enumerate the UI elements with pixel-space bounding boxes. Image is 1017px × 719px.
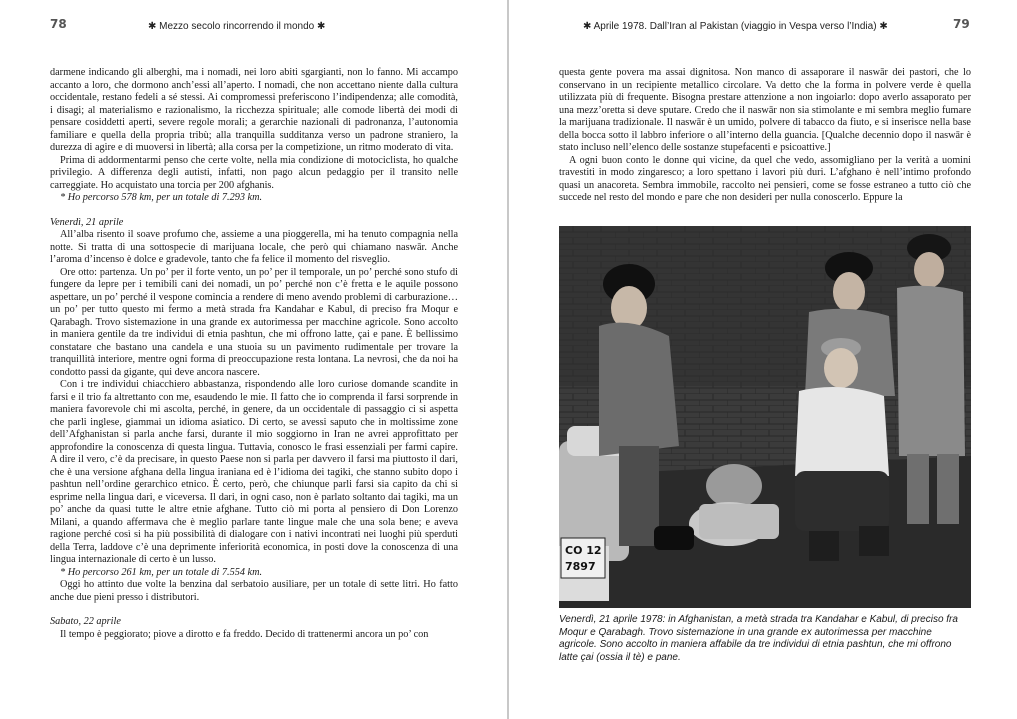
paragraph: darmene indicando gli alberghi, ma i nomadi, nei loro abiti sgargianti, non lo fanno. Mi accampo accanto a loro, che dormono anch’essi all’aperto. I nomadi, che non accettano niente dalla cultura occidentale, restano fedeli a sé stessi. Ai compromessi preferiscono l’indipendenza; alle comodità, i disagi; al materialismo e razionalismo, la ricchezza spirituale; alle comode libertà dei modi di pensare cosiddetti aperti, severe regole morali; a gerarchie nazionali di padronanza, l’autonomia familiare e quella della propria tribù; alla tranquilla sudditanza verso un padrone straniero, la durezza di agire e di muoversi in libertà; alla corsa per la competizione, un ritmo moderato di vita. (50, 67, 458, 153)
distance-note: * Ho percorso 261 km, per un totale di 7.554 km. (60, 566, 263, 578)
svg-text:7897: 7897 (565, 560, 596, 573)
running-head-right: ✱ Aprile 1978. Dall’Iran al Pakistan (viaggio in Vespa verso l’India) ✱ (583, 21, 888, 32)
date-heading: Venerdì, 21 aprile (50, 216, 124, 228)
paragraph: Ore otto: partenza. Un po’ per il forte vento, un po’ per il temporale, un po’ perché sono stufo di fungere da lepre per i temibili cani dei nomadi, un po’ perché non c’è fretta e le aquile possono aspettare, un po’ perché il vespone comincia a rendere di meno avendo problemi di carburazione… un po’ per tutto questo mi fermo a metà strada fra Kandahar e Kabul, di preciso fra Moqur e Qarabagh. Trovo sistemazione in una grande ex autorimessa per macchine agricole. Sono accolto in maniera gentile da tre individui di etnia pashtun, che mi offrono latte, çai e pane. È bellissimo constatare che bastano una candela e una stuoia su un pavimento rudimentale per trovare la tranquillità interiore, mentre ogni forma di preoccupazione resta lontana. La nevrosi, che da noi ha condotto passi da gigante, qui deve ancora nascere. (50, 266, 458, 378)
page-number-left: 78 (50, 17, 67, 31)
photo-afghan-men (559, 226, 971, 608)
svg-text:CO 12: CO 12 (565, 544, 602, 557)
paragraph: Prima di addormentarmi penso che certe volte, nella mia condizione di motociclista, ho qualche privilegio. A differenza degli autisti, infatti, non pago alcun pedaggio per il transito nelle carreggiate. Ho acquistato una torcia per 200 afghanis. (50, 154, 458, 191)
photo-caption: Venerdì, 21 aprile 1978: in Afghanistan, a metà strada tra Kandahar e Kabul, di preciso fra Moqur e Qarabagh. Trovo sistemazione in una grande ex autorimessa per macchine agricole. Sono accolto in maniera affabile da tre individui di etnia pashtun, che mi offrono latte çai (ossia il tè) e pane. (559, 614, 958, 663)
right-page (509, 0, 1017, 719)
paragraph: A ogni buon conto le donne qui vicine, da quel che vedo, assomigliano per la verità a uomini travestiti in modo zingaresco; a loro spettano i lavori più duri. L’afghano è nell’intimo profondo quasi un anacoreta. Sembra immobile, raccolto nei pensieri, come se fosse estraneo a tutto ciò che succede nel resto del mondo e pare che non desideri per nulla conoscerlo. Eppure la (559, 154, 971, 203)
left-page (0, 0, 508, 719)
photo-four-men-icon (559, 226, 971, 608)
paragraph: questa gente povera ma assai dignitosa. Non manco di assaporare il naswār dei pastori, che lo conservano in un recipiente metallico circolare. Va detto che la forma in polvere verde è quella utilizzata più di frequente. Bisogna prestare attenzione a non ingoiarlo: dopo averlo assaporato per una mezz’oretta si deve sputare. Credo che il naswār non sia stimolante e mi sembra meglio fumare la marijuana tradizionale. Il naswār è un umido, polvere di tabacco da fiuto, e si inserisce nella base della bocca sotto il labbro inferiore o all’interno della guancia. [Qualche decennio dopo il naswār è stato incluso nell’elenco delle sostanze stupefacenti e psicoattive.] (559, 67, 971, 153)
paragraph: Il tempo è peggiorato; piove a dirotto e fa freddo. Decido di trattenermi ancora un po’ con (60, 628, 429, 640)
left-body-text (50, 67, 458, 641)
date-heading: Sabato, 22 aprile (50, 616, 121, 627)
right-body-text (559, 67, 971, 205)
distance-note: * Ho percorso 578 km, per un totale di 7.293 km. (60, 192, 263, 203)
page-number-right: 79 (953, 17, 970, 31)
paragraph: Oggi ho attinto due volte la benzina dal serbatoio ausiliare, per un totale di sette litri. Ho fatto anche due pieni presso i distributori. (50, 579, 458, 603)
running-head-left: ✱ Mezzo secolo rincorrendo il mondo ✱ (148, 21, 326, 32)
paragraph: Con i tre individui chiacchiero abbastanza, rispondendo alle loro curiose domande scandite in farsi e il trio fa altrettanto con me, esaudendo le mie. Il fatto che io comprenda il farsi sorprende in maniera favorevole chi mi ascolta, perché, in genere, da un occidentale di passaggio ci si aspetta che parli inglese, giammai un idioma asiatico. Di certo, se avessi saputo che in moltissime zone dell’Afghanistan si parla anche farsi, durante il mio soggiorno in Iran ne avrei approfittato per approfondire la conoscenza di questa lingua. Tuttavia, conosco le frasi essenziali per farmi capire. A dire il vero, c’è da precisare, in questo Paese non si parla per davvero il farsi ma piuttosto il dari, che è una versione afghana della lingua iraniana ed è l’idioma dei tagiki, che stanno subito dopo i pashtun nell’ordine gerarchico etnico. È certo, però, che chiunque parli farsi sia capito da chi si esprime nella lingua dari, e viceversa. Il dari, in ogni caso, non è parlato soltanto dai tagiki, ma un po’ anche da quasi tutte le altre etnie afghane. Tutto ciò mi porta al pensiero di Don Lorenzo Milani, a quando affermava che è meglio parlare tante lingue male che una sola bene; e aveva ragione perché così si ha più possibilità di dialogare con i nativi incontrati nei luoghi più sperduti della Terra, laddove c’è una deprimente inferiorità economica, in posti dove la conoscenza di una lingua internazionale di certo è un lusso. (50, 379, 458, 565)
paragraph: All’alba risento il soave profumo che, assieme a una pioggerella, mi ha tenuto compagnia nella notte. Si tratta di una sottospecie di marijuana locale, che però qui chiamano naswār. Anche l’aroma d’incenso è dolce e gradevole, tanto che fa felice il momento del risveglio. (50, 229, 458, 265)
